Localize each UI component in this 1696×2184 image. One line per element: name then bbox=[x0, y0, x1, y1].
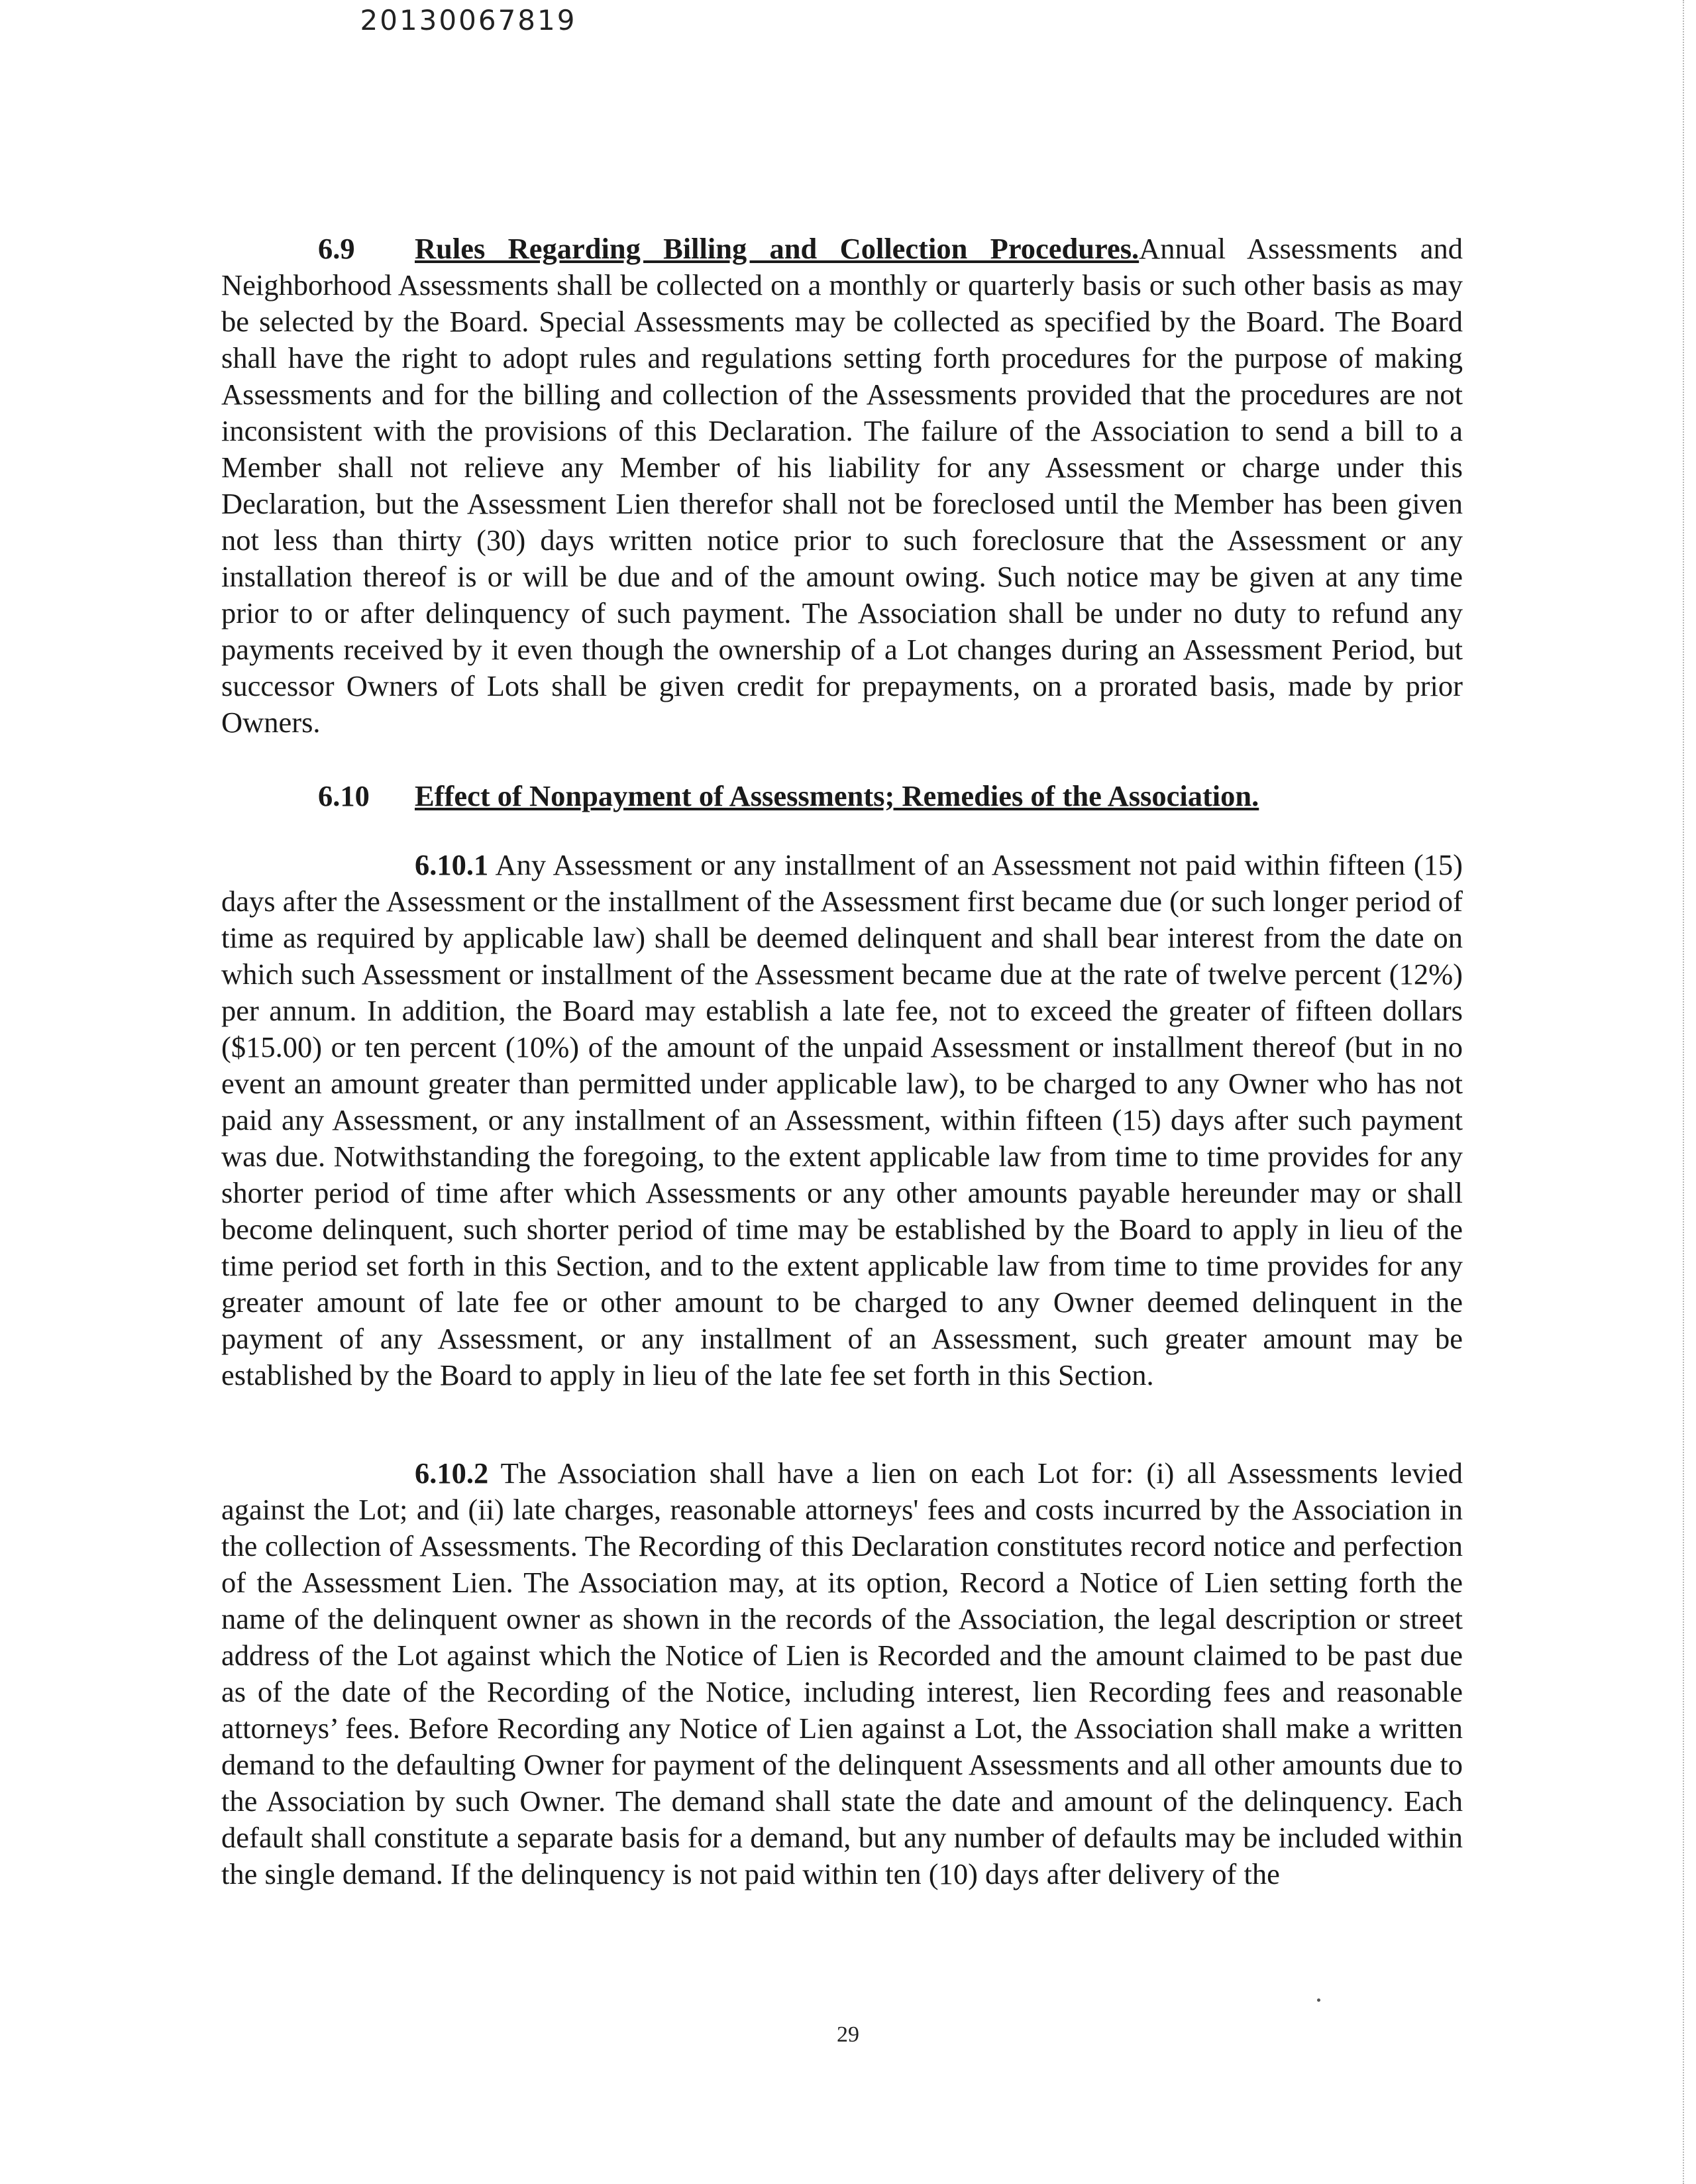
section-6-10-2-number: 6.10.2 bbox=[415, 1456, 489, 1490]
section-6-9-number: 6.9 bbox=[318, 232, 355, 265]
section-6-9-paragraph bbox=[221, 231, 1463, 741]
section-6-10-number: 6.10 bbox=[318, 779, 370, 812]
section-6-9 bbox=[221, 231, 1463, 741]
page-number: 29 bbox=[837, 2022, 859, 2047]
section-6-10-2-paragraph bbox=[221, 1455, 1463, 1892]
section-6-9-text: Annual Assessments and Neighborhood Assessments shall be collected on a monthly or quarterly basis or such other basis as may be selected by the Board. Special Assessments may be collected as specified by the Board. The Board shall have the right to adopt rules and regulations setting forth procedures for the purpose of making Assessments and for the billing and collection of the Assessments provided that the procedures are not inconsistent with the provisions of this Declaration. The failure of the Association to send a bill to a Member shall not relieve any Member of his liability for any Assessment or charge under this Declaration, but the Assessment Lien therefor shall not be foreclosed until the Member has been given not less than thirty (30) days written notice prior to such foreclosure that the Assessment or any installation thereof is or will be due and of the amount owing. Such notice may be given at any time prior to or after delinquency of such payment. The Association shall be under no duty to refund any payments received by it even though the ownership of a Lot changes during an Assessment Period, but successor Owners of Lots shall be given credit for prepayments, on a prorated basis, made by prior Owners. bbox=[221, 232, 1463, 739]
scan-speck bbox=[1317, 1998, 1320, 2002]
section-6-10-1-text: Any Assessment or any installment of an Assessment not paid within fifteen (15) days after the Assessment or the installment of the Assessment first became due (or such longer period of time as required by applicable law) shall be deemed delinquent and shall bear interest from the date on which such Assessment or installment of the Assessment became due at the rate of twelve percent (12%) per annum. In addition, the Board may establish a late fee, not to exceed the greater of fifteen dollars ($15.00) or ten percent (10%) of the amount of the unpaid Assessment or installment thereof (but in no event an amount greater than permitted under applicable law), to be charged to any Owner who has not paid any Assessment, or any installment of an Assessment, within fifteen (15) days after such payment was due. Notwithstanding the foregoing, to the extent applicable law from time to time provides for any shorter period of time after which Assessments or any other amounts payable hereunder may or shall become delinquent, such shorter period of time may be established by the Board to apply in lieu of the time period set forth in this Section, and to the extent applicable law from time to time provides for any greater amount of late fee or other amount to be charged to any Owner deemed delinquent in the payment of any Assessment, or any installment of an Assessment, such greater amount may be established by the Board to apply in lieu of the late fee set forth in this Section. bbox=[221, 848, 1463, 1392]
section-6-9-title: Rules Regarding Billing and Collection Procedures. bbox=[415, 232, 1140, 265]
section-6-10-1-paragraph bbox=[221, 847, 1463, 1393]
section-6-10-1 bbox=[221, 847, 1463, 1393]
section-6-10-2-text: The Association shall have a lien on each Lot for: (i) all Assessments levied against the Lot; and (ii) late charges, reasonable attorneys' fees and costs incurred by the Association in the collection of Assessments. The Recording of this Declaration constitutes record notice and perfection of the Assessment Lien. The Association may, at its option, Record a Notice of Lien setting forth the name of the delinquent owner as shown in the records of the Association, the legal description or street address of the Lot against which the Notice of Lien is Recorded and the amount claimed to be past due as of the date of the Recording of the Notice, including interest, lien Recording fees and reasonable attorneys’ fees. Before Recording any Notice of Lien against a Lot, the Association shall make a written demand to the defaulting Owner for payment of the delinquent Assessments and all other amounts due to the Association by such Owner. The demand shall state the date and amount of the delinquency. Each default shall constitute a separate basis for a demand, but any number of defaults may be included within the single demand. If the delinquency is not paid within ten (10) days after delivery of the bbox=[221, 1456, 1463, 1890]
section-6-10-2 bbox=[221, 1455, 1463, 1892]
scan-edge-marks bbox=[1683, 0, 1688, 2184]
section-6-10-1-number: 6.10.1 bbox=[415, 848, 489, 881]
section-6-10-title: Effect of Nonpayment of Assessments; Remedies of the Association. bbox=[415, 779, 1259, 812]
document-number: 20130067819 bbox=[360, 4, 577, 36]
section-6-10-heading bbox=[221, 778, 1463, 814]
